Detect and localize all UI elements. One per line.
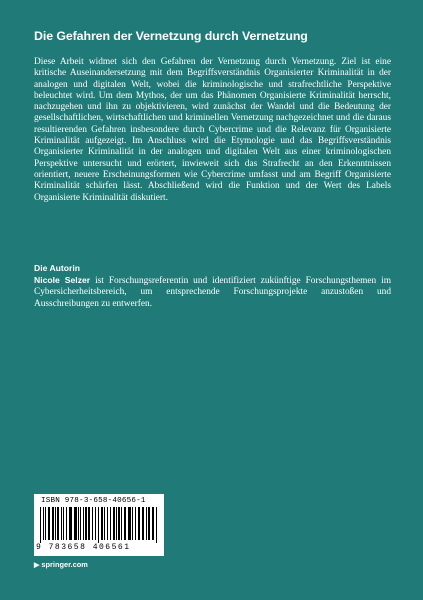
barcode-bar <box>98 507 99 543</box>
barcode-bar <box>63 507 64 540</box>
publisher-site-text: springer.com <box>41 560 88 569</box>
barcode-bar <box>83 507 84 540</box>
barcode-bar <box>80 507 81 540</box>
barcode-bar <box>40 507 41 543</box>
barcode-bar <box>78 507 79 540</box>
barcode-bar <box>132 507 133 540</box>
barcode-bar <box>55 507 56 540</box>
barcode-bar <box>138 507 140 540</box>
barcode-bar <box>110 507 111 540</box>
barcode-bar <box>66 507 67 540</box>
book-title: Die Gefahren der Vernetzung durch Vernetzung <box>34 29 308 43</box>
barcode-bar <box>95 507 96 540</box>
barcode-bar <box>107 507 108 540</box>
arrow-icon: ▶ <box>34 562 40 569</box>
barcode-bar <box>92 507 93 540</box>
author-bio-text: ist Forschungsreferentin und identifiziert zukünftige Forschungsthemen im Cybersicherheitsbereich, um entsprechende Forschungsprojekte anzustoßen und Ausschreibungen zu entwerfen. <box>34 276 391 309</box>
book-description: Diese Arbeit widmet sich den Gefahren der Vernetzung durch Vernetzung. Ziel ist eine kritische Auseinandersetzung mit dem Begriffsverständnis Organisierter Kriminalität in der analogen und digitalen Welt, wobei die kriminologische und strafrechtliche Perspektive beleuchtet wird. Um dem Mythos, der um das Phänomen Organisierte Kriminalität herrscht, nachzugehen und ihn zu objektivieren, wird zunächst der Wandel und die Bedeutung der gesellschaftlichen, wirtschaftlichen und kriminellen Vernetzung nachgezeichnet und die daraus resultierenden Gefahren insbesondere durch Cybercrime und die Relevanz für Organisierte Kriminalität aufgezeigt. Im Anschluss wird die Etymologie und das Begriffsverständnis Organisierter Kriminalität in der analogen und digitalen Welt aus einer kriminologischen Perspektive untersucht und erörtert, inwieweit sich das Strafrecht an den Erkenntnissen orientiert, neuere Erscheinungsformen wie Cybercrime umfasst und am Begriff Organisierte Kriminalität schärfen lässt. Abschließend wird die Funktion und der Wert des Labels Organisierte Kriminalität diskutiert. <box>34 57 391 203</box>
isbn-label: ISBN 978-3-658-40656-1 <box>41 497 146 505</box>
barcode-bar <box>45 507 46 540</box>
barcode-bar <box>74 507 77 540</box>
publisher-website <box>34 560 88 569</box>
isbn-barcode <box>34 494 164 556</box>
barcode-bar <box>61 507 62 540</box>
barcode-bar <box>146 507 147 540</box>
barcode-bar <box>57 507 59 540</box>
barcode-bar <box>48 507 50 540</box>
barcode-bar <box>135 507 136 540</box>
author-heading: Die Autorin <box>34 263 80 273</box>
barcode-bar <box>118 507 120 540</box>
barcode-bar <box>156 507 157 543</box>
ean-digits: 9 783658 406561 <box>36 543 131 552</box>
barcode-bar <box>124 507 126 540</box>
barcode-bar <box>101 507 103 540</box>
barcode-bar <box>43 507 44 540</box>
barcode-bar <box>121 507 122 540</box>
barcode-bar <box>104 507 105 540</box>
barcode-bar <box>148 507 150 540</box>
barcode-bars <box>40 507 158 543</box>
barcode-bar <box>128 507 131 540</box>
barcode-bar <box>116 507 117 540</box>
barcode-bar <box>52 507 54 540</box>
barcode-bar <box>113 507 115 540</box>
barcode-bar <box>88 507 90 540</box>
barcode-bar <box>142 507 144 540</box>
barcode-bar <box>152 507 154 540</box>
barcode-bar <box>69 507 72 540</box>
author-name: Nicole Selzer <box>34 275 91 285</box>
barcode-bar <box>85 507 87 540</box>
author-bio <box>34 275 391 310</box>
